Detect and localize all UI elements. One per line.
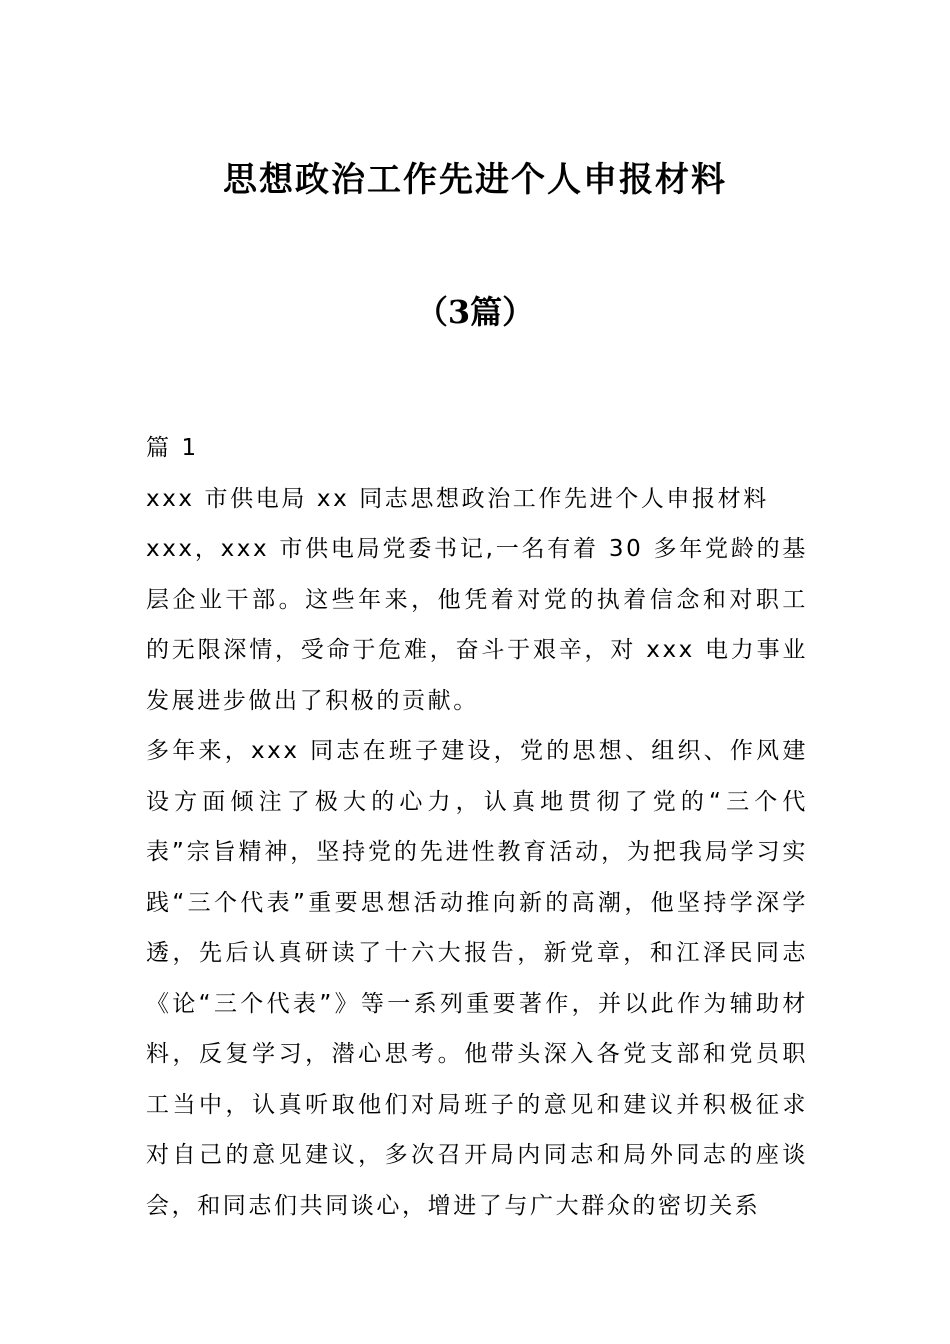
paragraph-1: xxx，xxx 市供电局党委书记,一名有着 30 多年党龄的基层企业干部。这些年来，他凭着对党的执着信念和对职工的无限深情，受命于危难，奋斗于艰辛，对 xxx 电力事业发展进步做出了积极的贡献。 [146, 536, 808, 714]
section-label: 篇 1 [146, 435, 199, 461]
document-title: 思想政治工作先进个人申报材料 [223, 160, 727, 200]
section-heading: xxx 市供电局 xx 同志思想政治工作先进个人申报材料 [146, 485, 769, 512]
document-body [146, 423, 808, 1231]
paragraph-2: 多年来，xxx 同志在班子建设，党的思想、组织、作风建设方面倾注了极大的心力，认真地贯彻了党的“三个代表”宗旨精神，坚持党的先进性教育活动，为把我局学习实践“三个代表”重要思想活动推向新的高潮，他坚持学深学透，先后认真研读了十六大报告，新党章，和江泽民同志《论“三个代表”》等一系列重要著作，并以此作为辅助材料，反复学习，潜心思考。他带头深入各党支部和党员职工当中，认真听取他们对局班子的意见和建议并积极征求对自己的意见建议，多次召开局内同志和局外同志的座谈会，和同志们共同谈心，增进了与广大群众的密切关系 [146, 738, 808, 1219]
document-subtitle: （3篇） [415, 293, 535, 331]
